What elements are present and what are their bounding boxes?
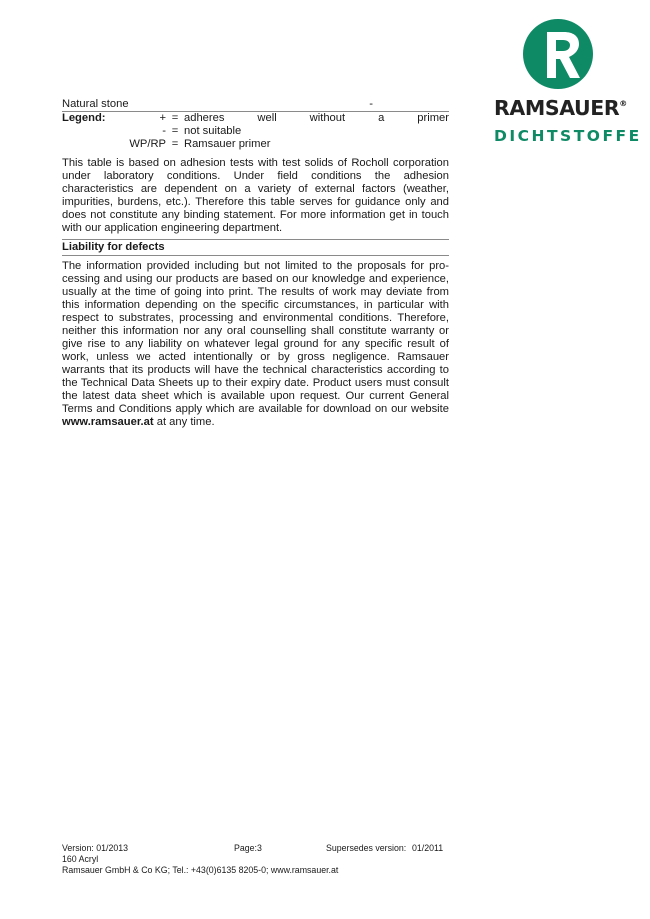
legend-equals: = — [171, 112, 179, 124]
footer-version: Version: 01/2013 — [62, 843, 129, 853]
liability-paragraph — [62, 260, 449, 429]
page-footer — [62, 843, 452, 876]
legend-text: Ramsauer primer — [184, 138, 271, 150]
legend-text: adheres well without a primer — [184, 112, 449, 124]
legend-row — [62, 138, 449, 151]
table-row-value: - — [369, 98, 373, 110]
legend-symbol: + — [159, 112, 166, 124]
brand-name: RAMSAUER® — [494, 96, 627, 120]
footer-supersedes-label: Supersedes version: — [326, 843, 407, 853]
document-body — [62, 98, 449, 429]
ramsauer-logo — [494, 18, 642, 150]
liability-tail: at any time. — [156, 416, 215, 428]
table-row-natural-stone — [62, 98, 449, 112]
liability-text: The information provided including but not limited to the proposals for processing and using our products are based on our knowledge and experience, usually at the time of going into print. The results of work may deviate from this information depending on the specific circumstances, in particular with respect to substrates, processing and environmental conditions. Therefore, neither this information nor any oral counselling shall constitute warranty or give rise to any liability on whatever legal ground for any specific result of work, unless we acted intentionally or by gross negligence. Ramsauer warrants that its products will have the technical characteristics according to the Technical Data Sheets up to their expiry date. Product users must consult the latest data sheet which is available upon request. Our current General Terms and Conditions apply which are available for download on our website — [62, 260, 449, 415]
registered-mark: ® — [619, 99, 627, 108]
website-link[interactable]: www.ramsauer.at — [62, 416, 154, 428]
legend-row — [62, 112, 449, 125]
table-row-label: Natural stone — [62, 98, 129, 110]
ramsauer-logo-mark-icon — [522, 18, 594, 90]
footer-supersedes-value: 01/2011 — [412, 843, 444, 853]
footer-page: Page:3 — [234, 843, 262, 853]
legend-text: not suitable — [184, 125, 242, 137]
legend-row — [62, 125, 449, 138]
section-heading-liability: Liability for defects — [62, 239, 449, 256]
footer-product: 160 Acryl — [62, 854, 99, 864]
brand-subtitle: DICHTSTOFFE — [494, 127, 642, 145]
legend-symbol: - — [162, 125, 166, 137]
footer-company: Ramsauer GmbH & Co KG; Tel.: +43(0)6135 8205-0; www.ramsauer.at — [62, 865, 339, 875]
legend-equals: = — [171, 138, 179, 150]
legend-title: Legend: — [62, 112, 106, 124]
legend-symbol: WP/RP — [129, 138, 166, 150]
legend-equals: = — [171, 125, 179, 137]
disclaimer-paragraph: This table is based on adhesion tests with test solids of Rocholl corporation under laboratory conditions. Under field conditions the adhesion characteristics are dependent on a variety of external factors (weather, impurities, burdens, etc.). Therefore this table serves for guidance only and does not constitute any binding statement. For more information get in touch with our application engineering department. — [62, 157, 449, 234]
